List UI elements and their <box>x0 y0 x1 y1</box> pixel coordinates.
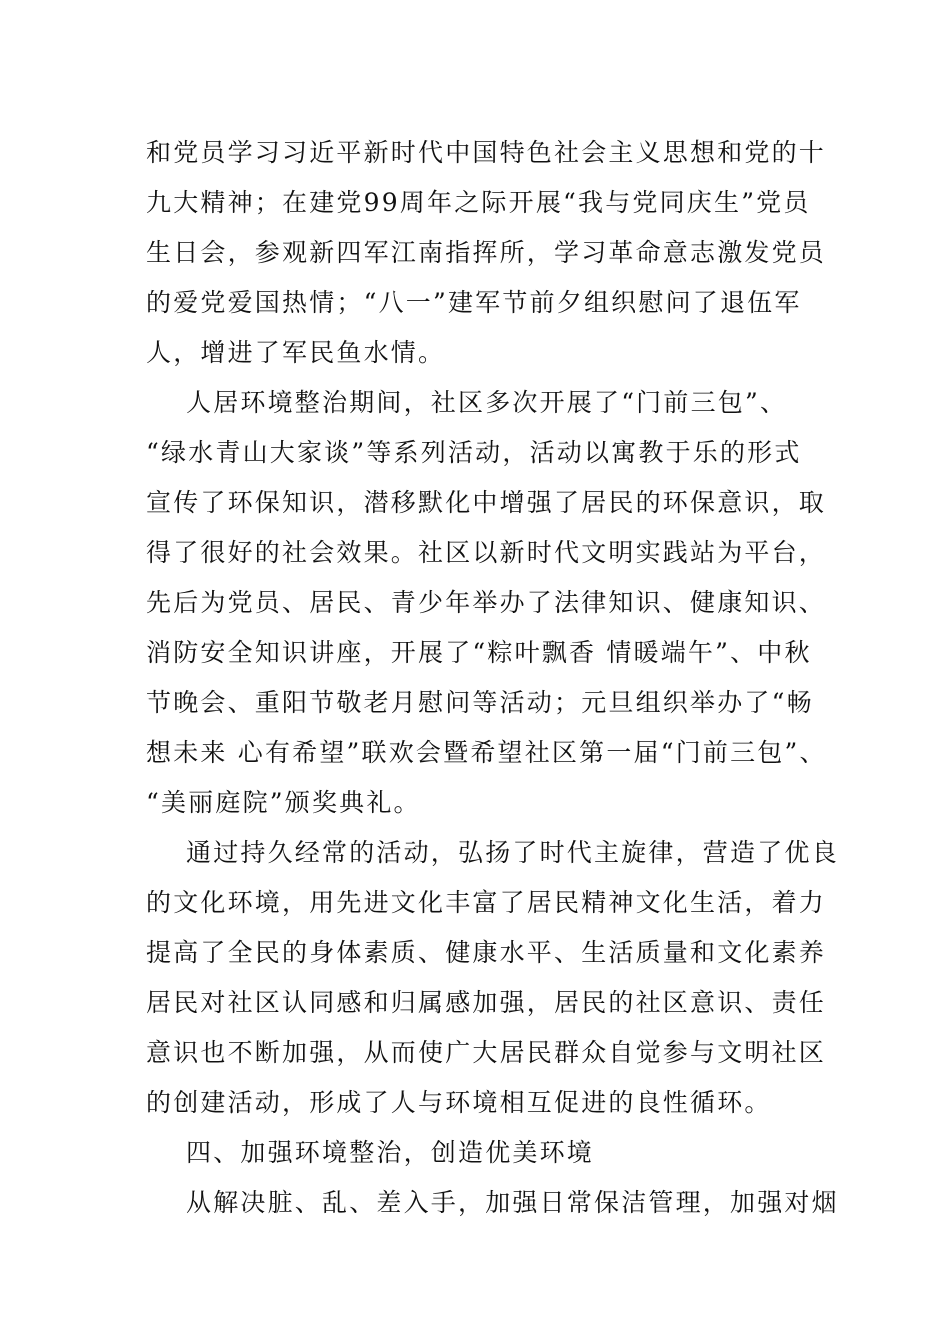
text-line: 提高了全民的身体素质、健康水平、生活质量和文化素养 <box>146 938 827 967</box>
text-line: 的文化环境，用先进文化丰富了居民精神文化生活，着力 <box>146 888 827 917</box>
text-line: 得了很好的社会效果。社区以新时代文明实践站为平台， <box>146 538 827 567</box>
text-line: 先后为党员、居民、青少年举办了法律知识、健康知识、 <box>146 588 827 617</box>
document-body <box>146 128 839 1228</box>
text-line: 消防安全知识讲座，开展了“粽叶飘香 情暖端午”、中秋 <box>146 638 812 667</box>
text-line: 的创建活动，形成了人与环境相互促进的良性循环。 <box>146 1088 772 1117</box>
text-line: 生日会，参观新四军江南指挥所，学习革命意志激发党员 <box>146 238 827 267</box>
text-line: 的爱党爱国热情；“八一”建军节前夕组织慰问了退伍军 <box>146 288 802 317</box>
text-line: 人，增进了军民鱼水情。 <box>146 338 446 367</box>
paragraph-start-line: 通过持久经常的活动，弘扬了时代主旋律，营造了优良 <box>186 838 839 867</box>
paragraph-start-line: 从解决脏、乱、差入手，加强日常保洁管理，加强对烟 <box>186 1188 839 1217</box>
text-line: 想未来 心有希望”联欢会暨希望社区第一届“门前三包”、 <box>146 738 827 767</box>
text-line: “美丽庭院”颁奖典礼。 <box>146 788 421 817</box>
text-line: 节晚会、重阳节敬老月慰问等活动；元旦组织举办了“畅 <box>146 688 814 717</box>
text-line: 九大精神；在建党99周年之际开展“我与党同庆生”党员 <box>146 188 811 217</box>
section-heading: 四、加强环境整治，创造优美环境 <box>186 1138 595 1167</box>
text-line: “绿水青山大家谈”等系列活动，活动以寓教于乐的形式 <box>146 438 802 467</box>
text-line: 居民对社区认同感和归属感加强，居民的社区意识、责任 <box>146 988 827 1017</box>
paragraph-start-line: 人居环境整治期间，社区多次开展了“门前三包”、 <box>186 388 788 417</box>
text-line: 意识也不断加强，从而使广大居民群众自觉参与文明社区 <box>146 1038 827 1067</box>
text-line: 和党员学习习近平新时代中国特色社会主义思想和党的十 <box>146 138 827 167</box>
text-line: 宣传了环保知识，潜移默化中增强了居民的环保意识，取 <box>146 488 827 517</box>
